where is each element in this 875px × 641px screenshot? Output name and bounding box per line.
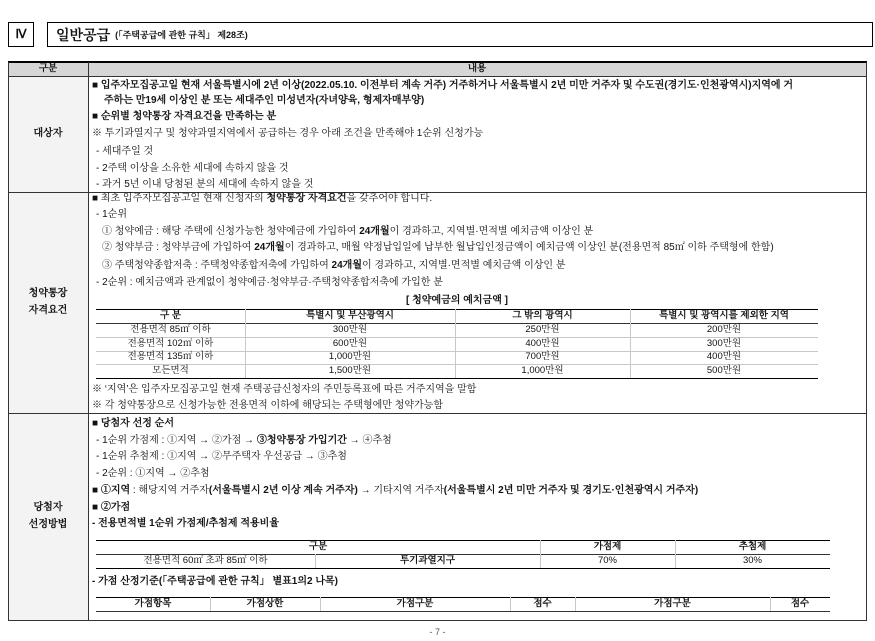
account-line [96, 207, 865, 223]
score-header: 가점구분 [654, 598, 691, 609]
section-number-box: Ⅳ [8, 22, 34, 47]
text-bold: ■ ①지역 [92, 485, 131, 496]
deposit-header: 구 분 [160, 310, 181, 321]
ratio-cell: 투기과열지구 [399, 555, 456, 566]
account-line [102, 224, 865, 240]
label-column-bg [8, 76, 88, 620]
score-header: 점수 [533, 598, 552, 609]
text: - 가점 산정기준(「주택공급에 관한 규칙」 별표1의2 나목) [92, 576, 338, 587]
row-label-selection-1: 당첨자 [33, 502, 63, 513]
text: 을 갖추어야 합니다. [346, 193, 433, 204]
header-content: 내용 [467, 63, 487, 74]
column-divider [88, 62, 89, 621]
text: - 2주택 이상을 소유한 세대에 속하지 않을 것 [96, 163, 289, 174]
deposit-cell: 전용면적 85㎡ 이하 [130, 324, 211, 335]
account-line [92, 191, 865, 207]
score-table-border [96, 611, 830, 612]
text: ■ 입주자모집공고일 현재 서울특별시에 2년 이상(2022.05.10. 이전부터 계속 거주) 거주하거나 서울특별시 2년 미만 거주자 및 수도권(경기도·인천광역시)지역에 거 [92, 80, 794, 91]
selection-line [96, 433, 865, 449]
text: - 1순위 추첨제 : ①지역 → ②무주택자 우선공급 → ③추첨 [96, 451, 347, 462]
eligibility-line [104, 93, 865, 109]
deposit-cell: 300만원 [706, 338, 742, 349]
deposit-cell: 200만원 [706, 324, 742, 335]
text: - 전용면적별 1순위 가점제/추첨제 적용비율 [92, 518, 280, 529]
deposit-cell: 400만원 [525, 338, 560, 349]
selection-line [92, 483, 865, 499]
text: → ④추첨 [346, 435, 392, 446]
deposit-cell: 700만원 [525, 351, 560, 362]
eligibility-condition [96, 144, 865, 160]
text-bold: (서울특별시 2년 이상 계속 거주자) [208, 485, 358, 496]
score-header: 가점항목 [134, 598, 172, 609]
text: 이 경과하고, 매월 약정납입일에 납부한 월납입인정금액이 예치금액 이상인 분(전용면적 85㎡ 이하 주택형에 한함) [284, 242, 774, 253]
text: 이 경과하고, 지역별·면적별 예치금액 이상인 분 [389, 226, 594, 237]
deposit-cell: 600만원 [332, 338, 368, 349]
selection-line [92, 516, 865, 532]
text-bold: (서울특별시 2년 미만 거주자 및 경기도·인천광역시 거주자) [443, 485, 699, 496]
row-label-eligibility: 대상자 [33, 128, 63, 139]
deposit-header: 특별시 및 광역시를 제외한 지역 [659, 310, 789, 321]
table-right-border [866, 62, 867, 621]
text: ■ ②가점 [92, 502, 131, 513]
text: ※ 각 청약통장으로 신청가능한 전용면적 이하에 해당되는 주택형에만 청약가능함 [92, 400, 444, 411]
text-bold: 24개월 [254, 242, 285, 253]
deposit-cell: 1,500만원 [328, 365, 372, 376]
section-title: 일반공급 [56, 26, 111, 43]
ratio-header: 가점제 [593, 541, 622, 552]
deposit-cell: 500만원 [706, 365, 742, 376]
eligibility-line [92, 78, 865, 94]
score-header: 가점구분 [396, 598, 434, 609]
text: - 1순위 [96, 209, 127, 220]
score-header: 가점상한 [246, 598, 284, 609]
deposit-cell: 400만원 [706, 351, 742, 362]
text-bold: 24개월 [331, 260, 362, 271]
text: - 2순위 : 예치금액과 관계없이 청약예금·청약부금·주택청약종합저축에 가입한 분 [96, 277, 443, 288]
table-left-border [8, 62, 9, 621]
text: - 과거 5년 이내 당첨된 분의 세대에 속하지 않을 것 [96, 179, 314, 190]
text: ■ 순위별 청약통장 자격요건을 만족하는 분 [92, 111, 277, 122]
text: ② 청약부금 : 청약부금에 가입하여 [102, 242, 255, 253]
text: 이 경과하고, 지역별·면적별 예치금액 이상인 분 [361, 260, 566, 271]
text: 주하는 만19세 이상인 분 또는 세대주인 미성년자(자녀양육, 형제자매부양) [104, 95, 425, 106]
ratio-table-border [96, 568, 830, 569]
ratio-cell: 30% [742, 555, 762, 566]
eligibility-condition [96, 161, 865, 177]
row-label-account-1: 청약통장 [28, 288, 68, 299]
text: - 1순위 가점제 : ①지역 → ②가점 → [96, 435, 257, 446]
section-title-box [47, 22, 873, 47]
ratio-header: 추첨제 [738, 541, 767, 552]
account-note [92, 398, 865, 414]
text: ① 청약예금 : 해당 주택에 신청가능한 청약예금에 가입하여 [102, 226, 360, 237]
header-category: 구분 [38, 63, 58, 74]
selection-line [92, 574, 865, 590]
deposit-table-title: [ 청약예금의 예치금액 ] [406, 295, 508, 306]
text: ③ 주택청약종합저축 : 주택청약종합저축에 가입하여 [102, 260, 332, 271]
section-subtitle: (「주택공급에 관한 규칙」 제28조) [115, 30, 248, 40]
deposit-cell: 1,000만원 [521, 365, 564, 376]
selection-line [96, 449, 865, 465]
account-line [96, 275, 865, 291]
selection-line [96, 466, 865, 482]
deposit-cell: 300만원 [332, 324, 368, 335]
deposit-header: 그 밖의 광역시 [512, 310, 573, 321]
account-line [102, 258, 865, 274]
table-bottom-border [8, 620, 867, 621]
text: ※ 투기과열지구 및 청약과열지역에서 공급하는 경우 아래 조건을 만족해야 1순위 신청가능 [92, 128, 484, 139]
deposit-cell: 모든면적 [152, 365, 189, 376]
text-bold: ③청약통장 가입기간 [256, 435, 347, 446]
ratio-cell: 전용면적 60㎡ 초과 85㎡ 이하 [143, 555, 268, 566]
selection-line [92, 416, 865, 432]
deposit-table-border [96, 378, 818, 379]
text: - 2순위 : ①지역 → ②추첨 [96, 468, 210, 479]
text: - 세대주일 것 [96, 146, 154, 157]
text: → 기타지역 거주자 [357, 485, 444, 496]
score-header: 점수 [790, 598, 810, 609]
deposit-cell: 전용면적 135㎡ 이하 [127, 351, 214, 362]
ratio-cell: 70% [597, 555, 617, 566]
eligibility-note [92, 126, 865, 142]
row-label-selection-2: 선정방법 [28, 519, 68, 530]
account-line [102, 240, 865, 256]
text: ※ ‘지역’은 입주자모집공고일 현재 주택공급신청자의 주민등록표에 따른 거주지역을 말함 [92, 384, 477, 395]
selection-line [92, 500, 865, 516]
deposit-header: 특별시 및 부산광역시 [306, 310, 394, 321]
deposit-cell: 250만원 [525, 324, 560, 335]
ratio-header: 구분 [308, 541, 328, 552]
deposit-cell: 전용면적 102㎡ 이하 [127, 338, 214, 349]
table-header-border [8, 76, 867, 77]
eligibility-line [92, 109, 865, 125]
account-note [92, 382, 865, 398]
page-number: - 7 - [429, 627, 446, 637]
deposit-cell: 1,000만원 [328, 351, 372, 362]
text: ■ 당첨자 선정 순서 [92, 418, 174, 429]
text-bold: 청약통장 자격요건 [266, 193, 347, 204]
row-label-account-2: 자격요건 [28, 305, 68, 316]
text: ■ 최초 입주자모집공고일 현재 신청자의 [92, 193, 267, 204]
text: : 해당지역 거주자 [130, 485, 209, 496]
text-bold: 24개월 [359, 226, 390, 237]
